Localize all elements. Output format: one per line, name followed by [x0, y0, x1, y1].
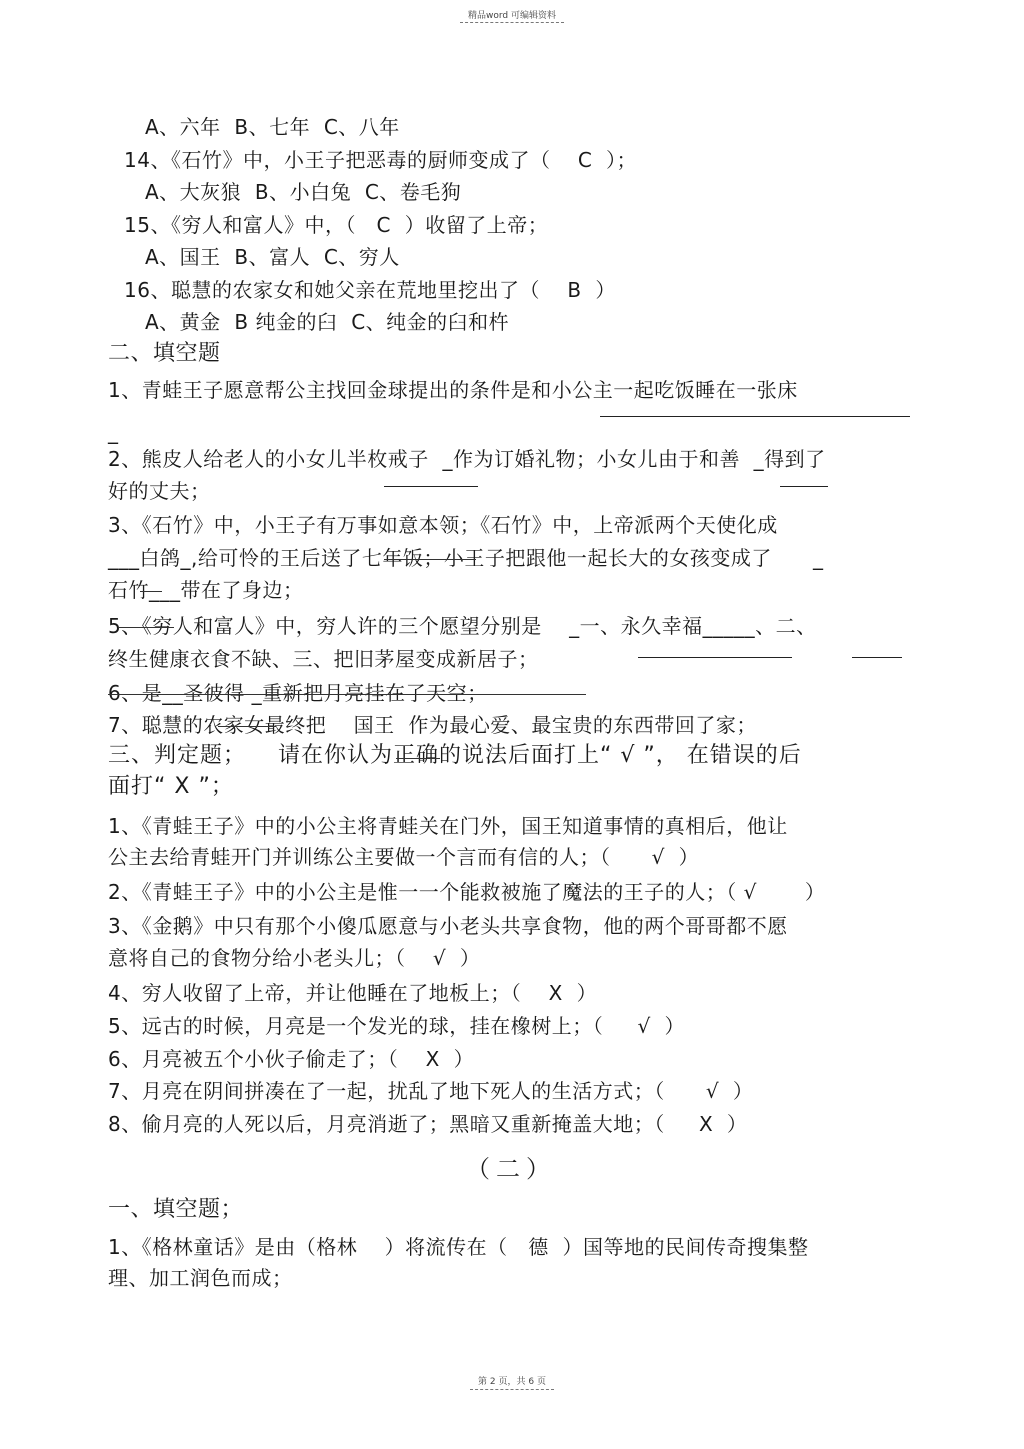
fill-q3-end: 石竹___带在了身边； — [108, 578, 304, 602]
judge-q6: 6、月亮被五个小伙子偷走了；（ X ） — [108, 1047, 475, 1071]
q14-options: A、大灰狼 B、小白兔 C、卷毛狗 — [145, 180, 462, 204]
fill-q1-blank: _ — [108, 420, 119, 444]
q14-question: 14、《石竹》中，小王子把恶毒的厨师变成了（ C ）； — [124, 148, 638, 172]
judge-q1: 1、《青蛙王子》中的小公主将青蛙关在门外，国王知道事情的真相后，他让 — [108, 814, 788, 838]
judge-q1-cont: 公主去给青蛙开门并训练公主要做一个言而有信的人；（ √ ） — [108, 845, 700, 869]
fill-q2-cont: 好的丈夫； — [108, 479, 211, 503]
judge-q4: 4、穷人收留了上帝，并让他睡在了地板上；（ X ） — [108, 981, 598, 1005]
section-judge-title: 三、判定题； 请在你认为正确的说法后面打上“ √ ”， 在错误的后 — [108, 743, 802, 768]
fill-q1: 1、青蛙王子愿意帮公主找回金球提出的条件是和小公主一起吃饭睡在一张床 — [108, 378, 798, 402]
answer-underline — [780, 486, 828, 487]
strikethrough — [118, 627, 174, 628]
judge-q3: 3、《金鹅》中只有那个小傻瓜愿意与小老头共享食物，他的两个哥哥都不愿 — [108, 914, 788, 938]
fill-q5-cont: 终生健康衣食不缺、三、把旧茅屋变成新居子； — [108, 647, 539, 671]
page-footer: 第 2 页，共 6 页 — [478, 1377, 546, 1387]
part-two-section-title: 一、填空题； — [108, 1197, 244, 1222]
answer-underline — [638, 657, 792, 658]
judge-q2: 2、《青蛙王子》中的小公主是惟一一个能救被施了魔法的王子的人；（ √ ） — [108, 880, 826, 904]
strikethrough — [108, 694, 586, 695]
page-header: 精品word 可编辑资料 — [468, 11, 556, 21]
q16-options: A、黄金 B 纯金的臼 C、纯金的臼和杵 — [145, 310, 510, 334]
fill-q5: 5、《穷人和富人》中，穷人许的三个愿望分别是 _一、永久幸福_____、二、 — [108, 614, 817, 638]
strikethrough — [396, 758, 440, 759]
section-judge-title-cont: 面打“ X ”； — [108, 774, 234, 799]
q13-options: A、六年 B、七年 C、八年 — [145, 115, 400, 139]
judge-q7: 7、月亮在阴间拼凑在了一起，扰乱了地下死人的生活方式；（ √ ） — [108, 1079, 754, 1103]
judge-q5: 5、远古的时候，月亮是一个发光的球，挂在橡树上；（ √ ） — [108, 1014, 685, 1038]
fill-q3-cont: ___白鸽_,给可怜的王后送了七年饭；小王子把跟他一起长大的女孩变成了 _ — [108, 546, 824, 570]
header-divider — [460, 22, 564, 23]
fill-q3: 3、《石竹》中，小王子有万事如意本领；《石竹》中，上帝派两个天使化成 — [108, 513, 778, 537]
answer-underline — [384, 486, 478, 487]
part-two-q1: 1、《格林童话》是由（格林 ）将流传在（ 德 ）国等地的民间传奇搜集整 — [108, 1235, 809, 1259]
answer-underline — [600, 416, 910, 417]
strikethrough — [140, 591, 162, 592]
strikethrough — [218, 726, 276, 727]
fill-q2: 2、熊皮人给老人的小女儿半枚戒子 _作为订婚礼物；小女儿由于和善 _得到了 — [108, 447, 826, 471]
q15-question: 15、《穷人和富人》中，（ C ）收留了上帝； — [124, 213, 549, 237]
footer-divider — [470, 1389, 554, 1390]
section-fill-blank-title: 二、填空题 — [108, 341, 221, 366]
fill-q6: 6、是__圣彼得 _重新把月亮挂在了天空； — [108, 681, 488, 705]
q15-options: A、国王 B、富人 C、穷人 — [145, 245, 400, 269]
answer-underline — [852, 657, 902, 658]
judge-q3-cont: 意将自己的食物分给小老头儿；（ √ ） — [108, 946, 481, 970]
part-two-q1-cont: 理、加工润色而成； — [108, 1266, 293, 1290]
judge-q8: 8、偷月亮的人死以后，月亮消逝了；黑暗又重新掩盖大地；（ X ） — [108, 1112, 748, 1136]
part-two-heading: （二） — [466, 1155, 556, 1183]
strikethrough — [384, 559, 476, 560]
q16-question: 16、聪慧的农家女和她父亲在荒地里挖出了（ B ） — [124, 278, 616, 302]
fill-q7: 7、聪慧的农家女最终把 国王 作为最心爱、最宝贵的东西带回了家； — [108, 713, 757, 737]
